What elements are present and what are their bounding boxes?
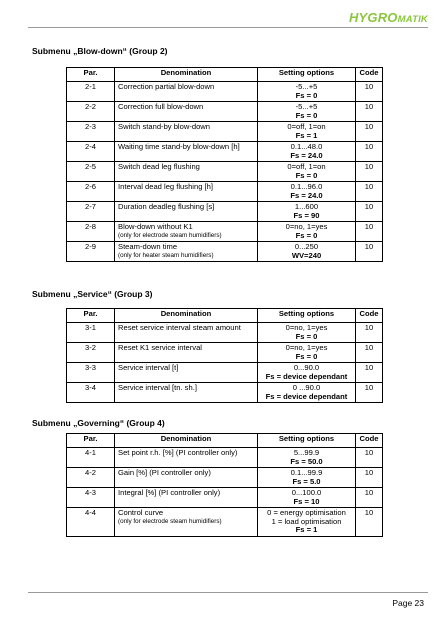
setting-options-cell: [258, 508, 356, 537]
factory-setting: Fs = 0: [295, 170, 318, 180]
setting-range: 0.1...48.0: [290, 142, 323, 151]
column-header-code: Code: [356, 309, 383, 323]
setting-range: 0=no, 1=yes: [285, 343, 328, 352]
column-header-code: Code: [356, 68, 383, 82]
setting-range: 0...90.0: [293, 363, 320, 372]
group-3-table: [66, 308, 383, 403]
denomination-cell: [115, 142, 258, 162]
header-row: [67, 434, 383, 448]
table-row: [67, 162, 383, 182]
denomination-cell: [115, 448, 258, 468]
par-cell: 2-3: [67, 122, 115, 142]
column-header-code: Code: [356, 434, 383, 448]
par-cell: 3-1: [67, 323, 115, 343]
par-cell: 2-5: [67, 162, 115, 182]
code-cell: 10: [356, 508, 383, 537]
code-cell: 10: [356, 488, 383, 508]
denomination-cell: [115, 122, 258, 142]
setting-range: 1...600: [294, 202, 319, 211]
factory-setting: WV=240: [291, 250, 322, 260]
par-cell: 3-3: [67, 363, 115, 383]
factory-setting: Fs = 0: [295, 90, 318, 100]
denomination-text: Interval dead leg flushing [h]: [118, 182, 213, 191]
table-row: [67, 323, 383, 343]
group-3-heading: Submenu „Service“ (Group 3): [32, 289, 153, 299]
setting-options-cell: [258, 448, 356, 468]
code-cell: 10: [356, 182, 383, 202]
par-cell: 3-4: [67, 383, 115, 403]
factory-setting: Fs = device dependant: [265, 391, 348, 401]
setting-range: 0...250: [294, 242, 319, 251]
denomination-text: Reset K1 service interval: [118, 343, 202, 352]
code-cell: 10: [356, 323, 383, 343]
factory-setting: Fs = 1: [295, 525, 318, 534]
setting-options-cell: [258, 82, 356, 102]
setting-options-cell: [258, 162, 356, 182]
par-cell: 2-4: [67, 142, 115, 162]
header-rule: [28, 27, 428, 28]
setting-range: 0=no, 1=yes: [285, 323, 328, 332]
table-row: [67, 222, 383, 242]
denomination-cell: [115, 202, 258, 222]
factory-setting: Fs = device dependant: [265, 371, 348, 381]
factory-setting: Fs = 5.0: [292, 476, 321, 486]
setting-range: 5...99.9: [293, 448, 320, 457]
factory-setting: Fs = 90: [293, 210, 320, 220]
denomination-note: (only for electrode steam humidifiers): [118, 231, 222, 239]
code-cell: 10: [356, 122, 383, 142]
code-cell: 10: [356, 242, 383, 262]
table-row: [67, 448, 383, 468]
column-header-denomination: Denomination: [115, 309, 258, 323]
group-4-table: [66, 433, 383, 537]
column-header-par: Par.: [67, 68, 115, 82]
header-row: [67, 309, 383, 323]
header-row: [67, 68, 383, 82]
denomination-cell: [115, 488, 258, 508]
group-2-table: [66, 67, 383, 262]
denomination-text: Duration deadleg flushing [s]: [118, 202, 215, 211]
code-cell: 10: [356, 222, 383, 242]
setting-options-cell: [258, 242, 356, 262]
denomination-text: Blow-down without K1: [118, 222, 193, 231]
code-cell: 10: [356, 102, 383, 122]
denomination-cell: [115, 508, 258, 537]
factory-setting: Fs = 50.0: [290, 456, 323, 466]
code-cell: 10: [356, 468, 383, 488]
par-cell: 2-1: [67, 82, 115, 102]
factory-setting: Fs = 0: [295, 110, 318, 120]
footer-rule: [28, 592, 428, 593]
column-header-setting-options: Setting options: [258, 309, 356, 323]
code-cell: 10: [356, 142, 383, 162]
table-row: [67, 343, 383, 363]
factory-setting: Fs = 24.0: [290, 190, 323, 200]
setting-range: -5...+5: [295, 82, 318, 91]
setting-options-cell: [258, 323, 356, 343]
logo-rest-text: MATIK: [397, 14, 428, 25]
setting-range: 0 = energy optimisation: [267, 508, 346, 517]
denomination-cell: [115, 222, 258, 242]
denomination-cell: [115, 323, 258, 343]
factory-setting: Fs = 1: [295, 130, 318, 140]
column-header-denomination: Denomination: [115, 68, 258, 82]
setting-options-cell: [258, 363, 356, 383]
code-cell: 10: [356, 383, 383, 403]
denomination-text: Switch dead leg flushing: [118, 162, 200, 171]
denomination-text: Correction full blow-down: [118, 102, 204, 111]
table-row: [67, 363, 383, 383]
denomination-note: (only for heater steam humidifiers): [118, 251, 214, 259]
factory-setting: Fs = 0: [295, 230, 318, 240]
table-row: [67, 102, 383, 122]
denomination-cell: [115, 182, 258, 202]
denomination-cell: [115, 383, 258, 403]
setting-range: 0 ...90.0: [292, 383, 321, 392]
denomination-cell: [115, 468, 258, 488]
denomination-cell: [115, 242, 258, 262]
code-cell: 10: [356, 202, 383, 222]
code-cell: 10: [356, 448, 383, 468]
setting-options-cell: [258, 383, 356, 403]
factory-setting: Fs = 0: [295, 351, 318, 361]
denomination-text: Correction partial blow-down: [118, 82, 215, 91]
setting-range: -5...+5: [295, 102, 318, 111]
denomination-note: (only for electrode steam humidifiers): [118, 517, 222, 525]
setting-range: 0.1...96.0: [290, 182, 323, 191]
setting-options-cell: [258, 468, 356, 488]
denomination-text: Waiting time stand-by blow-down [h]: [118, 142, 240, 151]
denomination-text: Gain [%] (PI controller only): [118, 468, 211, 477]
hygromatik-logo: [349, 9, 428, 27]
setting-options-cell: [258, 222, 356, 242]
factory-setting: Fs = 0: [295, 331, 318, 341]
par-cell: 2-2: [67, 102, 115, 122]
denomination-text: Control curve: [118, 508, 164, 517]
setting-options-cell: [258, 343, 356, 363]
group-2-heading: Submenu „Blow-down“ (Group 2): [32, 46, 168, 56]
denomination-cell: [115, 102, 258, 122]
denomination-text: Service interval [tn. sh.]: [118, 383, 197, 392]
par-cell: 2-9: [67, 242, 115, 262]
table-row: [67, 488, 383, 508]
denomination-cell: [115, 363, 258, 383]
table-row: [67, 508, 383, 537]
column-header-setting-options: Setting options: [258, 68, 356, 82]
denomination-text: Service interval [t]: [118, 363, 179, 372]
code-cell: 10: [356, 363, 383, 383]
setting-options-cell: [258, 122, 356, 142]
par-cell: 4-2: [67, 468, 115, 488]
table-row: [67, 122, 383, 142]
group-4-heading: Submenu „Governing“ (Group 4): [32, 418, 165, 428]
par-cell: 4-3: [67, 488, 115, 508]
setting-range: 0=off, 1=on: [287, 162, 326, 171]
column-header-par: Par.: [67, 309, 115, 323]
logo-main-text: HYGRO: [348, 10, 398, 25]
setting-range: 0=no, 1=yes: [285, 222, 328, 231]
code-cell: 10: [356, 162, 383, 182]
table-row: [67, 82, 383, 102]
denomination-cell: [115, 162, 258, 182]
setting-options-cell: [258, 102, 356, 122]
factory-setting: Fs = 10: [293, 496, 320, 506]
setting-range: 1 = load optimisation: [271, 516, 342, 526]
table-row: [67, 383, 383, 403]
par-cell: 4-1: [67, 448, 115, 468]
par-cell: 2-6: [67, 182, 115, 202]
par-cell: 4-4: [67, 508, 115, 537]
denomination-text: Reset service interval steam amount: [118, 323, 241, 332]
column-header-setting-options: Setting options: [258, 434, 356, 448]
setting-options-cell: [258, 142, 356, 162]
setting-options-cell: [258, 488, 356, 508]
page-number: Page 23: [392, 598, 424, 608]
denomination-text: Integral [%] (PI controller only): [118, 488, 221, 497]
table-row: [67, 242, 383, 262]
table-row: [67, 142, 383, 162]
code-cell: 10: [356, 82, 383, 102]
column-header-par: Par.: [67, 434, 115, 448]
column-header-denomination: Denomination: [115, 434, 258, 448]
denomination-cell: [115, 343, 258, 363]
setting-options-cell: [258, 182, 356, 202]
table-row: [67, 468, 383, 488]
setting-range: 0.1...99.9: [290, 468, 323, 477]
denomination-cell: [115, 82, 258, 102]
setting-range: 0=off, 1=on: [287, 122, 326, 131]
setting-options-cell: [258, 202, 356, 222]
par-cell: 2-8: [67, 222, 115, 242]
table-row: [67, 182, 383, 202]
setting-range: 0...100.0: [291, 488, 322, 497]
denomination-text: Set point r.h. [%] (PI controller only): [118, 448, 238, 457]
par-cell: 3-2: [67, 343, 115, 363]
denomination-text: Steam-down time: [118, 242, 178, 251]
denomination-text: Switch stand-by blow-down: [118, 122, 211, 131]
code-cell: 10: [356, 343, 383, 363]
factory-setting: Fs = 24.0: [290, 150, 323, 160]
table-row: [67, 202, 383, 222]
par-cell: 2-7: [67, 202, 115, 222]
